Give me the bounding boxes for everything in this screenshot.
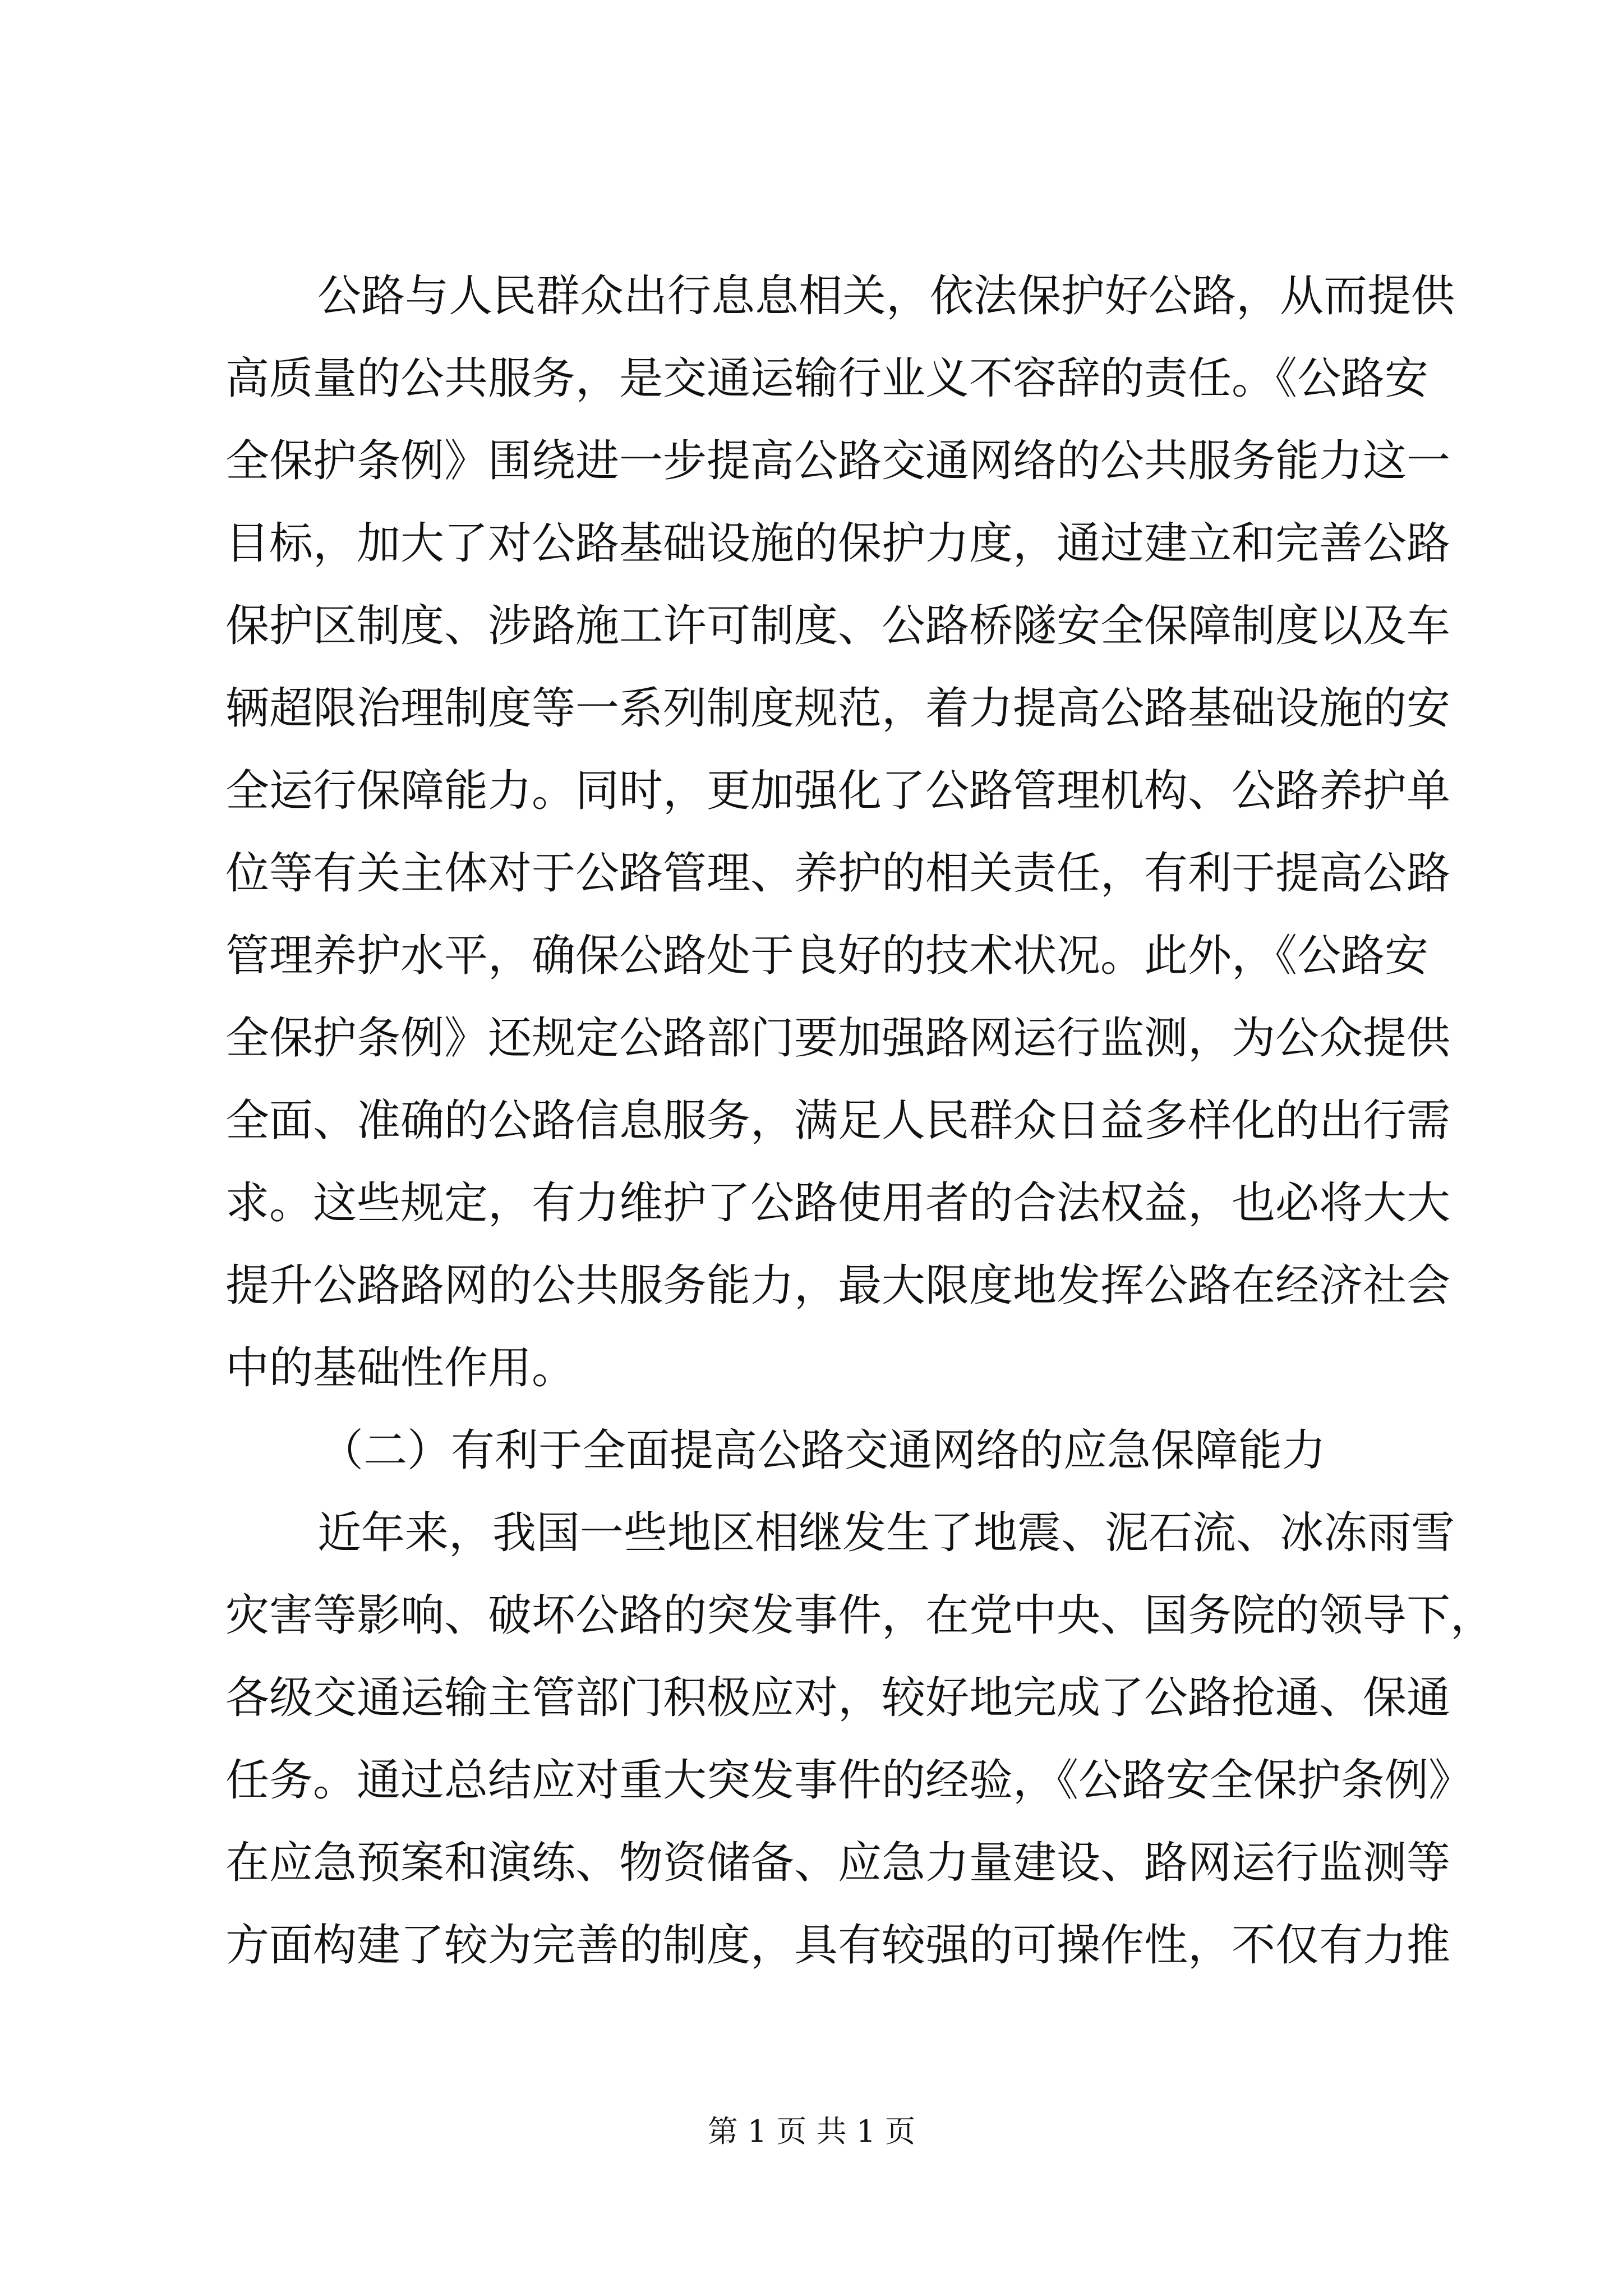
paragraph-line: 灾害等影响、破坏公路的突发事件，在党中央、国务院的领导下， [225,1590,1495,1641]
paragraph-line: 中的基础性作用。 [225,1343,576,1393]
paragraph-line: 任务。通过总结应对重大突发事件的经验，《公路安全保护条例》 [225,1755,1473,1806]
paragraph-line: 目标，加大了对公路基础设施的保护力度，通过建立和完善公路 [225,518,1451,569]
paragraph-line: 高质量的公共服务，是交通运输行业义不容辞的责任。《公路安 [225,353,1429,404]
paragraph-line: 位等有关主体对于公路管理、养护的相关责任，有利于提高公路 [225,848,1451,899]
paragraph-line: 全运行保障能力。同时，更加强化了公路管理机构、公路养护单 [225,766,1451,816]
paragraph-line: 方面构建了较为完善的制度，具有较强的可操作性，不仅有力推 [225,1920,1451,1971]
paragraph-line: 全面、准确的公路信息服务，满足人民群众日益多样化的出行需 [225,1096,1451,1146]
section-heading: （二）有利于全面提高公路交通网络的应急保障能力 [320,1425,1326,1476]
paragraph-line: 近年来，我国一些地区相继发生了地震、泥石流、冰冻雨雪 [317,1508,1455,1558]
paragraph-line: 求。这些规定，有力维护了公路使用者的合法权益，也必将大大 [225,1178,1451,1228]
paragraph-line: 提升公路路网的公共服务能力，最大限度地发挥公路在经济社会 [225,1260,1451,1311]
paragraph-line: 保护区制度、涉路施工许可制度、公路桥隧安全保障制度以及车 [225,601,1451,651]
paragraph-line: 各级交通运输主管部门积极应对，较好地完成了公路抢通、保通 [225,1673,1451,1723]
paragraph-line: 管理养护水平，确保公路处于良好的技术状况。此外，《公路安 [225,931,1429,981]
page-footer: 第 1 页 共 1 页 [707,2114,916,2149]
document-body [225,255,1495,1987]
paragraph-line: 全保护条例》围绕进一步提高公路交通网络的公共服务能力这一 [225,436,1451,486]
paragraph-line: 全保护条例》还规定公路部门要加强路网运行监测，为公众提供 [225,1013,1451,1064]
paragraph-line: 在应急预案和演练、物资储备、应急力量建设、路网运行监测等 [225,1838,1451,1888]
paragraph-line: 辆超限治理制度等一系列制度规范，着力提高公路基础设施的安 [225,683,1451,734]
paragraph-line: 公路与人民群众出行息息相关，依法保护好公路，从而提供 [317,271,1455,321]
